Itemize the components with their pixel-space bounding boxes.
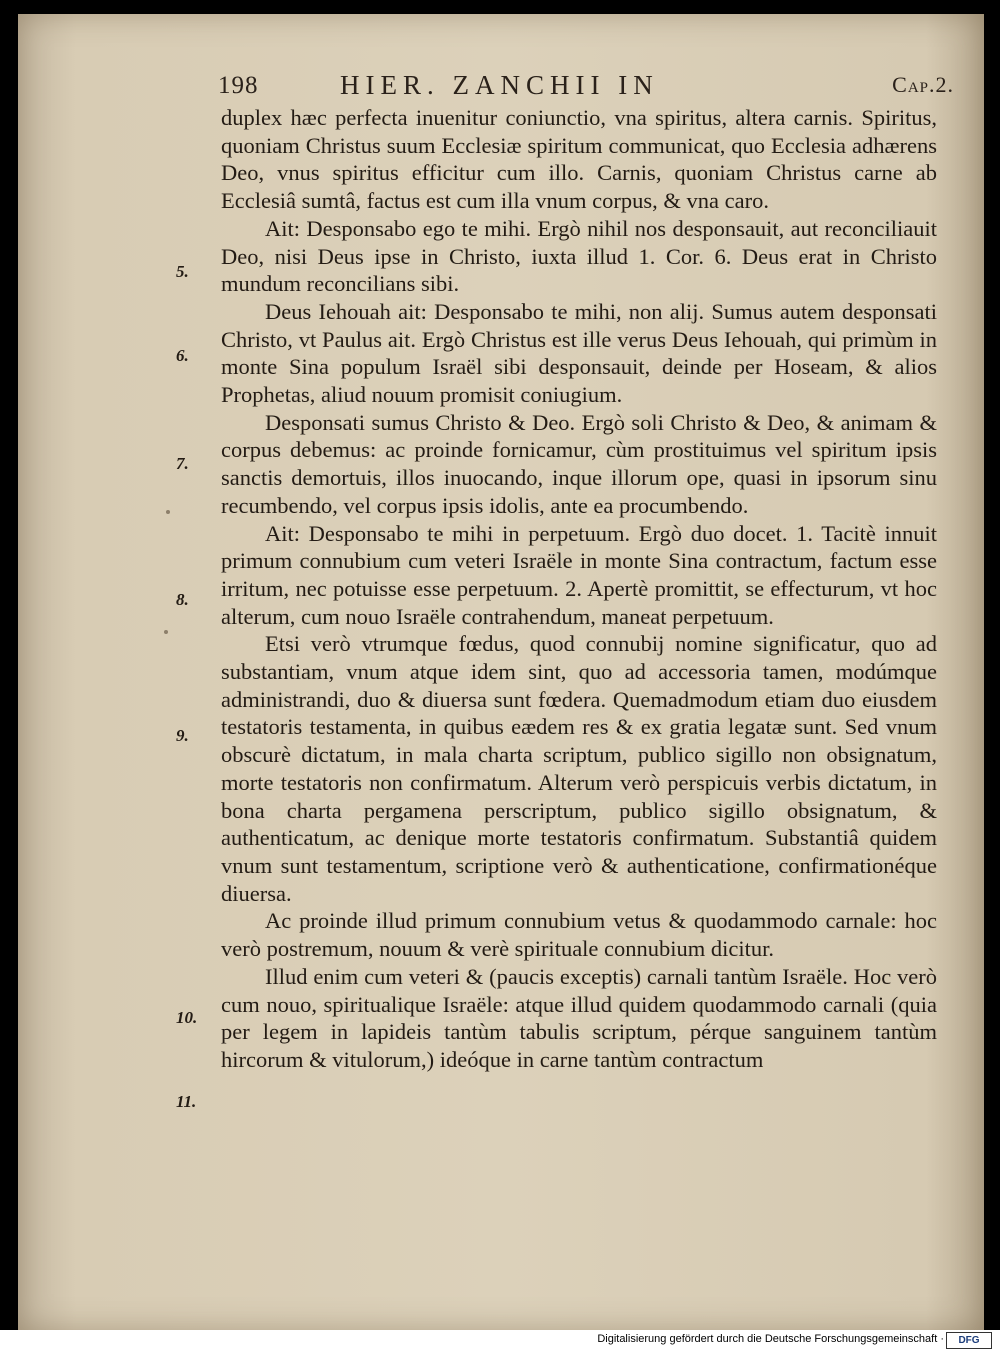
margin-number: 11. — [176, 1092, 197, 1111]
dfg-logo-icon: DFG — [946, 1332, 992, 1349]
paragraph: Ac proinde illud primum connubium vetus & quodammodo carnale: hoc verò postremum, nouum & verè spirituale connubium dicitur. — [221, 908, 937, 962]
chapter-label: Cap.2. — [892, 72, 954, 97]
margin-number: 9. — [176, 726, 189, 745]
margin-number: 5. — [176, 262, 189, 281]
margin-number: 10. — [176, 1008, 198, 1027]
paper-speck — [164, 630, 168, 634]
margin-number: 6. — [176, 346, 189, 365]
paper-speck — [166, 510, 170, 514]
paragraph: Deus Iehouah ait: Desponsabo te mihi, non alij. Sumus autem desponsati Christo, vt Paulus ait. Ergò Christus est ille verus Deus Iehouah, qui primùm in monte Sina populum Israël sibi desponsauit, deinde per Hoseam, & alios Prophetas, aliud nouum promisit coniugium. — [221, 298, 937, 408]
page-number: 198 — [218, 72, 259, 99]
page-header — [200, 66, 980, 106]
paragraph: Desponsati sumus Christo & Deo. Ergò soli Christo & Deo, & animam & corpus debemus: ac proinde fornicamur, cùm prostituimus vel spiritum ipsis sanctis demortuis, illos inuocando, inque illorum ope, quasi in ipsorum sinu recumbendo, vel corpus ipsis idolis, ante ea procumbendo. — [221, 409, 937, 518]
margin-number: 8. — [176, 590, 189, 609]
digitization-footer — [0, 1330, 1000, 1350]
paragraph: Illud enim cum veteri & (paucis exceptis) carnali tantùm Israële. Hoc verò cum nouo, spiritualique Israële: atque illud quidem quodammodo carnali (quia per legem in lapideis tantùm tabulis scriptum, pérque sanguinem tantùm hircorum & vitulorum,) ideóque in carne tantùm contractum — [221, 963, 937, 1072]
funding-credit: Digitalisierung gefördert durch die Deutsche Forschungsgemeinschaft · — [597, 1333, 944, 1345]
margin-number: 7. — [176, 454, 189, 473]
paragraph: Etsi verò vtrumque fœdus, quod connubij nomine significatur, quo ad substantiam, vnum atque idem sint, quo ad accessoria tamen, modúmque administrandi, duo & diuersa sunt fœdera. Quemadmodum etiam duo eiusdem testatoris testamenta, in quibus eædem res & ex gratia legatæ sunt. Sed vnum obscurè dictatum, in mala charta scriptum, publico sigillo non obsignatum, morte testatoris non confirmatum. Alterum verò perspicuis verbis dictatum, in bona charta pergamena perscriptum, publico sigillo obsignatum, & authenticatum, ac denique morte testatoris confirmatum. Substantiâ quidem vnum sunt testamentum, scriptione verò & authenticatione, confirmationéque diuersa. — [221, 631, 937, 906]
paragraph: Ait: Desponsabo ego te mihi. Ergò nihil nos desponsauit, aut reconciliauit Deo, nisi Deus ipse in Christo, iuxta illud 1. Cor. 6. Deus erat in Christo mundum reconcilians sibi. — [221, 215, 937, 297]
running-title: HIER. ZANCHII IN — [340, 70, 659, 100]
paragraph: duplex hæc perfecta inuenitur coniunctio, vna spiritus, altera carnis. Spiritus, quoniam Christus suum Ecclesiæ spiritum communicat, quo Ecclesia adhærens Deo, vnus spiritus efficitur cum illo. Carnis, quoniam Christus carne ab Ecclesiâ sumtâ, factus est cum illa vnum corpus, & vna caro. — [221, 105, 937, 214]
main-text — [221, 104, 937, 1074]
paragraph: Ait: Desponsabo te mihi in perpetuum. Ergò duo docet. 1. Tacitè innuit primum connubium cum veteri Israële in monte Sina contractum, factum esse irritum, nec potuisse esse perpetuum. 2. Apertè promittit, se effecturum, vt hoc alterum, cum nouo Israële contrahendum, maneat perpetuum. — [221, 520, 937, 629]
